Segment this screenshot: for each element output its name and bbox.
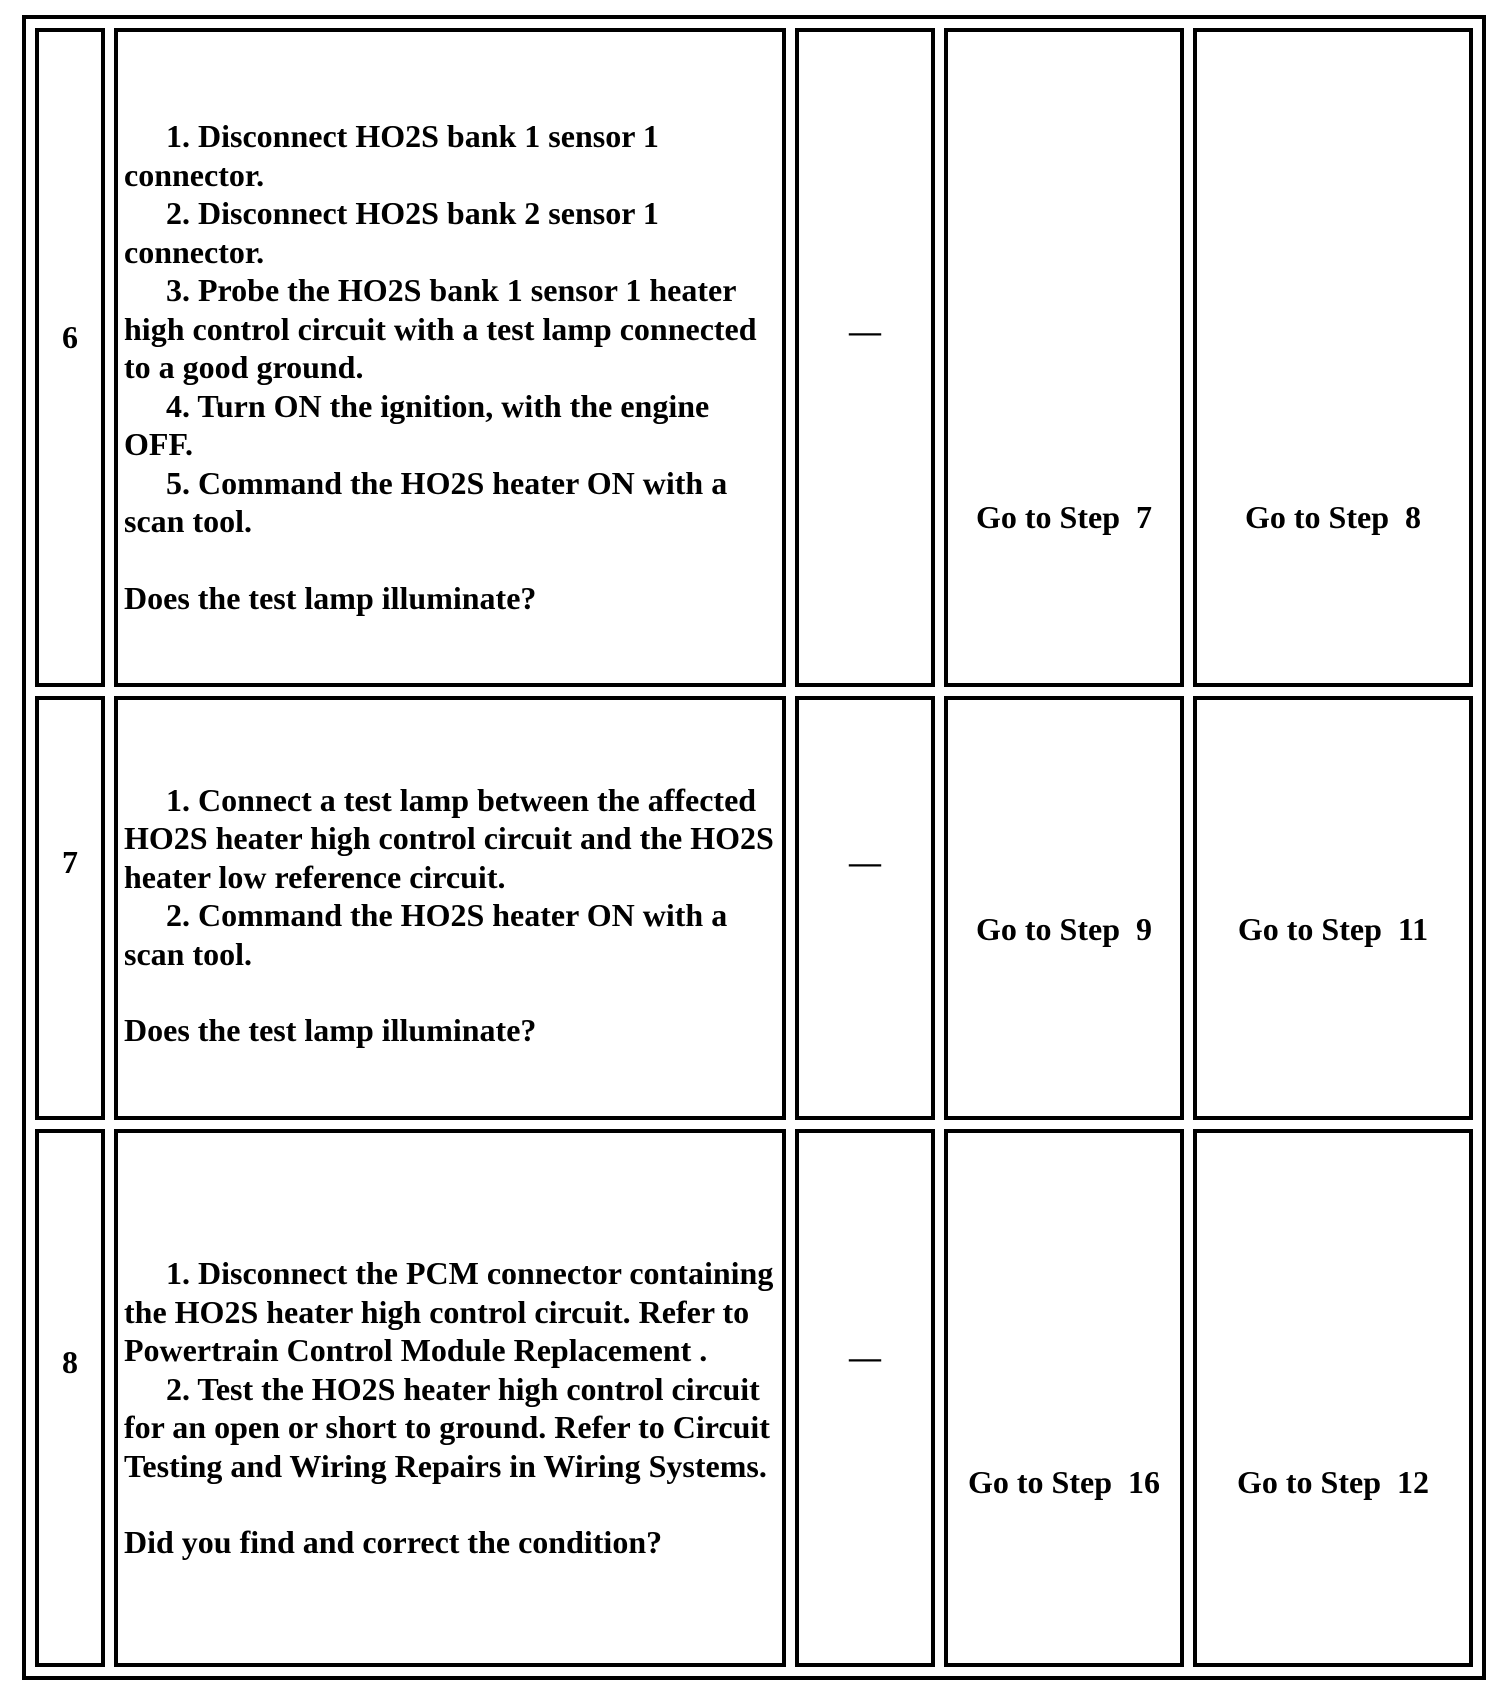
action-cell — [114, 696, 786, 1120]
action-item: 1. Disconnect HO2S bank 1 sensor 1 connector. — [124, 118, 659, 193]
value-dash: — — [849, 312, 881, 349]
action-item: 3. Probe the HO2S bank 1 sensor 1 heater high control circuit with a test lamp connected to a good ground. — [124, 272, 757, 386]
action-item: 2. Test the HO2S heater high control circuit for an open or short to ground. Refer to Circuit Testing and Wiring Repairs in Wiring Systems. — [124, 1370, 770, 1484]
action-item: 2. Disconnect HO2S bank 2 sensor 1 connector. — [124, 195, 659, 270]
yes-cell — [944, 28, 1184, 687]
no-cell — [1193, 1129, 1473, 1667]
step-number: 7 — [62, 844, 78, 881]
step-number: 8 — [62, 1344, 78, 1381]
action-cell — [114, 28, 786, 687]
yes-goto-link[interactable]: Go to Step 16 — [968, 1464, 1160, 1501]
yes-cell — [944, 696, 1184, 1120]
value-dash: — — [849, 1339, 881, 1376]
no-cell — [1193, 696, 1473, 1120]
action-item: 1. Connect a test lamp between the affected HO2S heater high control circuit and the HO2S heater low reference circuit. — [124, 781, 774, 895]
action-question: Did you find and correct the condition? — [124, 1524, 663, 1561]
value-cell — [795, 28, 935, 687]
step-number: 6 — [62, 318, 78, 355]
yes-cell — [944, 1129, 1184, 1667]
step-cell — [35, 696, 105, 1120]
value-cell — [795, 1129, 935, 1667]
table-row — [35, 28, 1473, 687]
action-item: 4. Turn ON the ignition, with the engine OFF. — [124, 387, 710, 463]
diagnostic-table — [22, 15, 1486, 1680]
no-cell — [1193, 28, 1473, 687]
step-cell — [35, 28, 105, 687]
no-goto-link[interactable]: Go to Step 11 — [1237, 911, 1429, 948]
value-cell — [795, 696, 935, 1120]
yes-goto-link[interactable]: Go to Step 9 — [976, 911, 1152, 948]
action-question: Does the test lamp illuminate? — [124, 579, 537, 616]
step-cell — [35, 1129, 105, 1667]
action-item: 5. Command the HO2S heater ON with a scan tool. — [124, 464, 728, 540]
value-dash: — — [849, 844, 881, 881]
action-item: 1. Disconnect the PCM connector containing the HO2S heater high control circuit. Refer to Powertrain Control Module Replacement . — [124, 1255, 774, 1369]
table-row — [35, 1129, 1473, 1667]
action-cell — [114, 1129, 786, 1667]
no-goto-link[interactable]: Go to Step 8 — [1245, 498, 1421, 535]
action-item: 2. Command the HO2S heater ON with a scan tool. — [124, 897, 728, 972]
yes-goto-link[interactable]: Go to Step 7 — [976, 498, 1152, 535]
no-goto-link[interactable]: Go to Step 12 — [1237, 1464, 1429, 1501]
action-question: Does the test lamp illuminate? — [124, 1012, 537, 1049]
table-row — [35, 696, 1473, 1120]
